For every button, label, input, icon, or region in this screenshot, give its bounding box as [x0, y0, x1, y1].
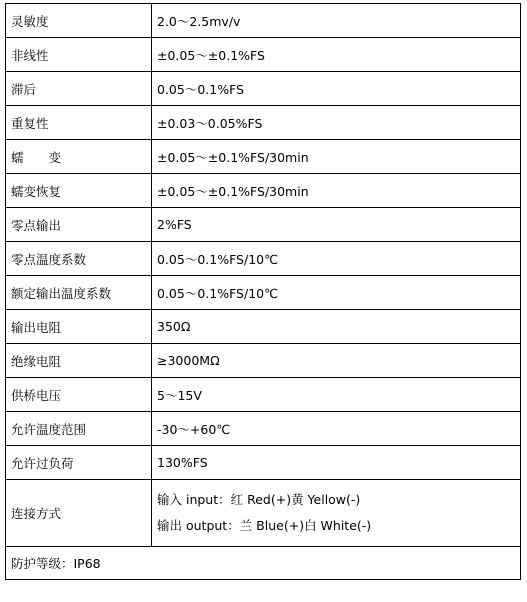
row-value-output-resistance: 350Ω: [152, 310, 521, 344]
table-row: [6, 412, 521, 446]
row-value-temperature-range: -30～+60℃: [152, 412, 521, 446]
connection-input-text: 输入 input：红 Red(+)黄 Yellow(-): [157, 492, 361, 507]
table-row: [6, 174, 521, 208]
row-value-nonlinearity: ±0.05～±0.1%FS: [152, 38, 521, 72]
table-row: [6, 276, 521, 310]
row-label-sensitivity: 灵敏度: [6, 4, 152, 38]
row-label-excitation-voltage: 供桥电压: [6, 378, 152, 412]
row-label-output-temp-coeff: 额定输出温度系数: [6, 276, 152, 310]
row-value-output-temp-coeff: 0.05～0.1%FS/10℃: [152, 276, 521, 310]
row-label-connection: 连接方式: [6, 480, 152, 547]
row-label-creep-recovery: 蠕变恢复: [6, 174, 152, 208]
row-label-nonlinearity: 非线性: [6, 38, 152, 72]
row-label-output-resistance: 输出电阻: [6, 310, 152, 344]
row-label-zero-output: 零点输出: [6, 208, 152, 242]
row-value-zero-temp-coeff: 0.05～0.1%FS/10℃: [152, 242, 521, 276]
table-row: [6, 140, 521, 174]
table-row: [6, 242, 521, 276]
row-value-insulation-resistance: ≥3000MΩ: [152, 344, 521, 378]
row-label-hysteresis: 滞后: [6, 72, 152, 106]
row-value-excitation-voltage: 5～15V: [152, 378, 521, 412]
table-row-connection: [6, 480, 521, 547]
row-value-connection: [152, 480, 521, 547]
row-value-hysteresis: 0.05～0.1%FS: [152, 72, 521, 106]
table-row: [6, 446, 521, 480]
row-value-creep-recovery: ±0.05～±0.1%FS/30min: [152, 174, 521, 208]
row-label-repeatability: 重复性: [6, 106, 152, 140]
table-row: [6, 378, 521, 412]
row-label-zero-temp-coeff: 零点温度系数: [6, 242, 152, 276]
spec-table: [5, 3, 521, 580]
row-value-repeatability: ±0.03～0.05%FS: [152, 106, 521, 140]
table-row-protection: [6, 547, 521, 580]
protection-rating: 防护等级：IP68: [6, 547, 521, 580]
table-row: [6, 310, 521, 344]
row-label-creep: 蠕 变: [6, 140, 152, 174]
row-value-creep: ±0.05～±0.1%FS/30min: [152, 140, 521, 174]
table-row: [6, 38, 521, 72]
row-label-overload: 允许过负荷: [6, 446, 152, 480]
row-value-zero-output: 2%FS: [152, 208, 521, 242]
connection-output-text: 输出 output：兰 Blue(+)白 White(-): [157, 518, 372, 533]
row-value-overload: 130%FS: [152, 446, 521, 480]
row-label-temperature-range: 允许温度范围: [6, 412, 152, 446]
row-label-insulation-resistance: 绝缘电阻: [6, 344, 152, 378]
table-row: [6, 106, 521, 140]
row-value-sensitivity: 2.0～2.5mv/v: [152, 4, 521, 38]
table-row: [6, 4, 521, 38]
table-row: [6, 72, 521, 106]
table-row: [6, 208, 521, 242]
table-row: [6, 344, 521, 378]
